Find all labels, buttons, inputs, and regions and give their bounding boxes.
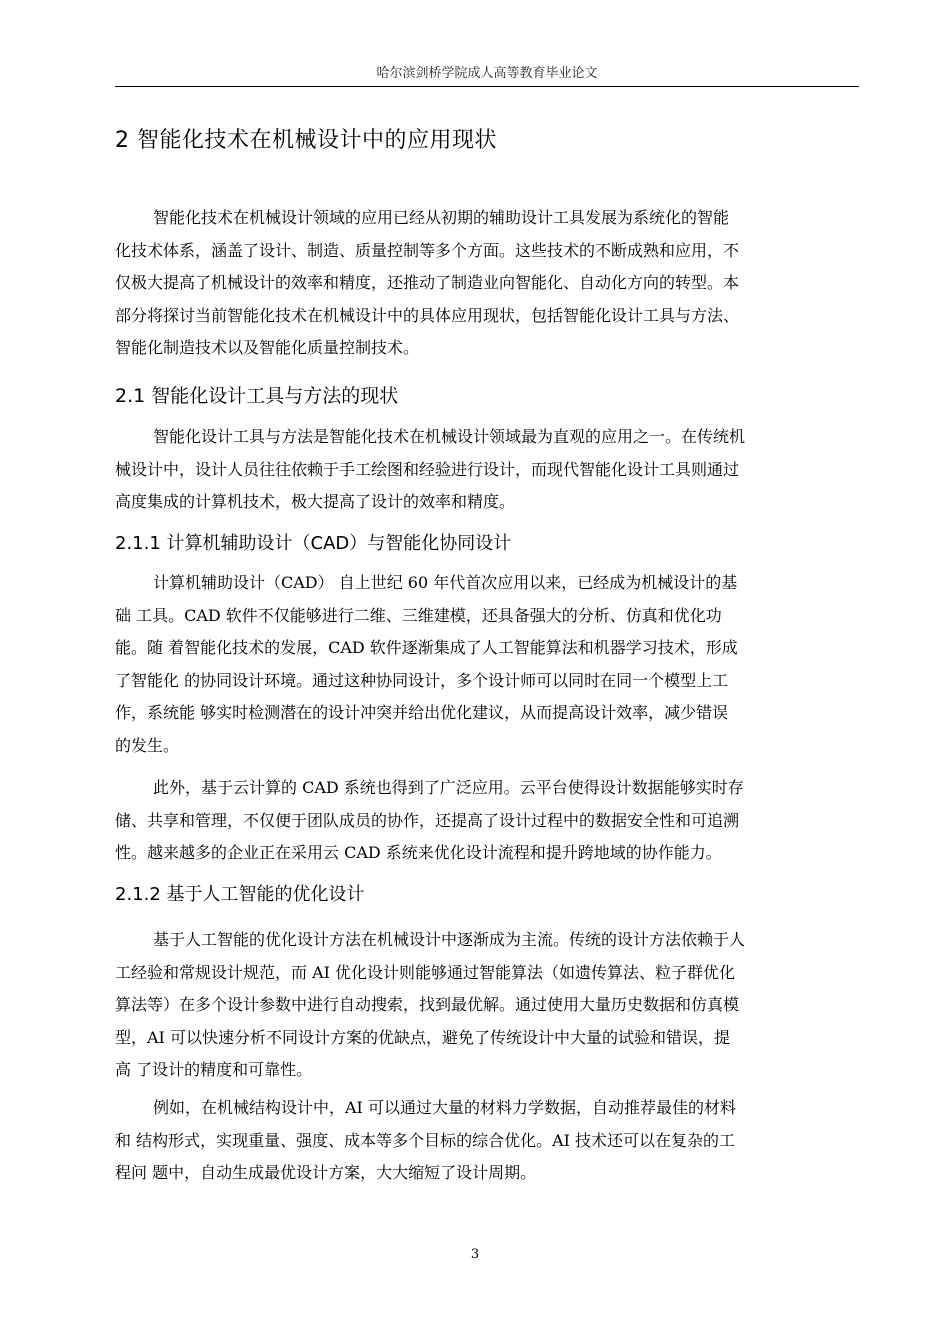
text-line: 例如，在机械结构设计中，AI 可以通过大量的材料力学数据，自动推荐最佳的材料 [153, 1098, 736, 1117]
text-line: 高度集成的计算机技术，极大提高了设计的效率和精度。 [115, 492, 516, 511]
header-rule [115, 86, 859, 87]
text-line: 仅极大提高了机械设计的效率和精度，还推动了制造业向智能化、自动化方向的转型。本 [115, 273, 740, 292]
section-2-1-1-title: 2.1.1 计算机辅助设计（CAD）与智能化协同设计 [115, 533, 512, 554]
running-header: 哈尔滨剑桥学院成人高等教育毕业论文 [376, 66, 598, 81]
text-line: 型，AI 可以快速分析不同设计方案的优缺点，避免了传统设计中大量的试验和错误，提 [115, 1027, 730, 1047]
text-line: 的发生。 [115, 735, 180, 755]
page-number: 3 [470, 1247, 480, 1262]
text-line: 了智能化 的协同设计环境。通过这种协同设计，多个设计师可以同时在同一个模型上工 [115, 670, 729, 690]
text-line: 工经验和常规设计规范，而 AI 优化设计则能够通过智能算法（如遗传算法、粒子群优化 [115, 962, 736, 982]
text-line: 高 了设计的精度和可靠性。 [115, 1060, 313, 1079]
text-line: 能。随 着智能化技术的发展，CAD 软件逐渐集成了人工智能算法和机器学习技术，形成 [115, 638, 738, 657]
text-line: 计算机辅助设计（CAD） 自上世纪 60 年代首次应用以来，已经成为机械设计的基 [153, 573, 738, 592]
text-line: 部分将探讨当前智能化技术在机械设计中的具体应用现状，包括智能化设计工具与方法、 [115, 305, 740, 325]
text-line: 作，系统能 够实时检测潜在的设计冲突并给出优化建议，从而提高设计效率，减少错误 [115, 703, 729, 722]
text-line: 械设计中，设计人员往往依赖于手工绘图和经验进行设计，而现代智能化设计工具则通过 [115, 459, 740, 479]
text-line: 性。越来越多的企业正在采用云 CAD 系统来优化设计流程和提升跨地域的协作能力。 [115, 843, 722, 862]
section-2-1-title: 2.1 智能化设计工具与方法的现状 [115, 385, 399, 407]
text-line: 储、共享和管理，不仅便于团队成员的协作，还提高了设计过程中的数据安全性和可追溯 [115, 810, 740, 830]
section-2-1-2-paragraph-1 [115, 924, 859, 1087]
section-2-1-1-paragraph-2 [115, 772, 859, 870]
text-line: 础 工具。CAD 软件不仅能够进行二维、三维建模，还具备强大的分析、仿真和优化功 [115, 605, 722, 625]
chapter-title: 2 智能化技术在机械设计中的应用现状 [115, 128, 497, 153]
section-2-1-1-paragraph-1 [115, 567, 859, 762]
text-line: 智能化设计工具与方法是智能化技术在机械设计领域最为直观的应用之一。在传统机 [153, 427, 746, 446]
section-2-1-2-title: 2.1.2 基于人工智能的优化设计 [115, 884, 365, 905]
text-line: 基于人工智能的优化设计方法在机械设计中逐渐成为主流。传统的设计方法依赖于人 [153, 930, 746, 949]
text-line: 智能化制造技术以及智能化质量控制技术。 [115, 338, 420, 357]
text-line: 程问 题中，自动生成最优设计方案，大大缩短了设计周期。 [115, 1163, 537, 1182]
text-line: 和 结构形式，实现重量、强度、成本等多个目标的综合优化。AI 技术还可以在复杂的工 [115, 1130, 736, 1150]
section-2-1-2-paragraph-2 [115, 1092, 859, 1190]
text-line: 此外，基于云计算的 CAD 系统也得到了广泛应用。云平台使得设计数据能够实时存 [153, 778, 744, 797]
intro-paragraph [115, 202, 859, 365]
section-2-1-paragraph [115, 421, 859, 519]
text-line: 智能化技术在机械设计领域的应用已经从初期的辅助设计工具发展为系统化的智能 [153, 208, 730, 227]
text-line: 算法等）在多个设计参数中进行自动搜索，找到最优解。通过使用大量历史数据和仿真模 [115, 995, 740, 1014]
text-line: 化技术体系，涵盖了设计、制造、质量控制等多个方面。这些技术的不断成熟和应用，不 [115, 240, 740, 260]
